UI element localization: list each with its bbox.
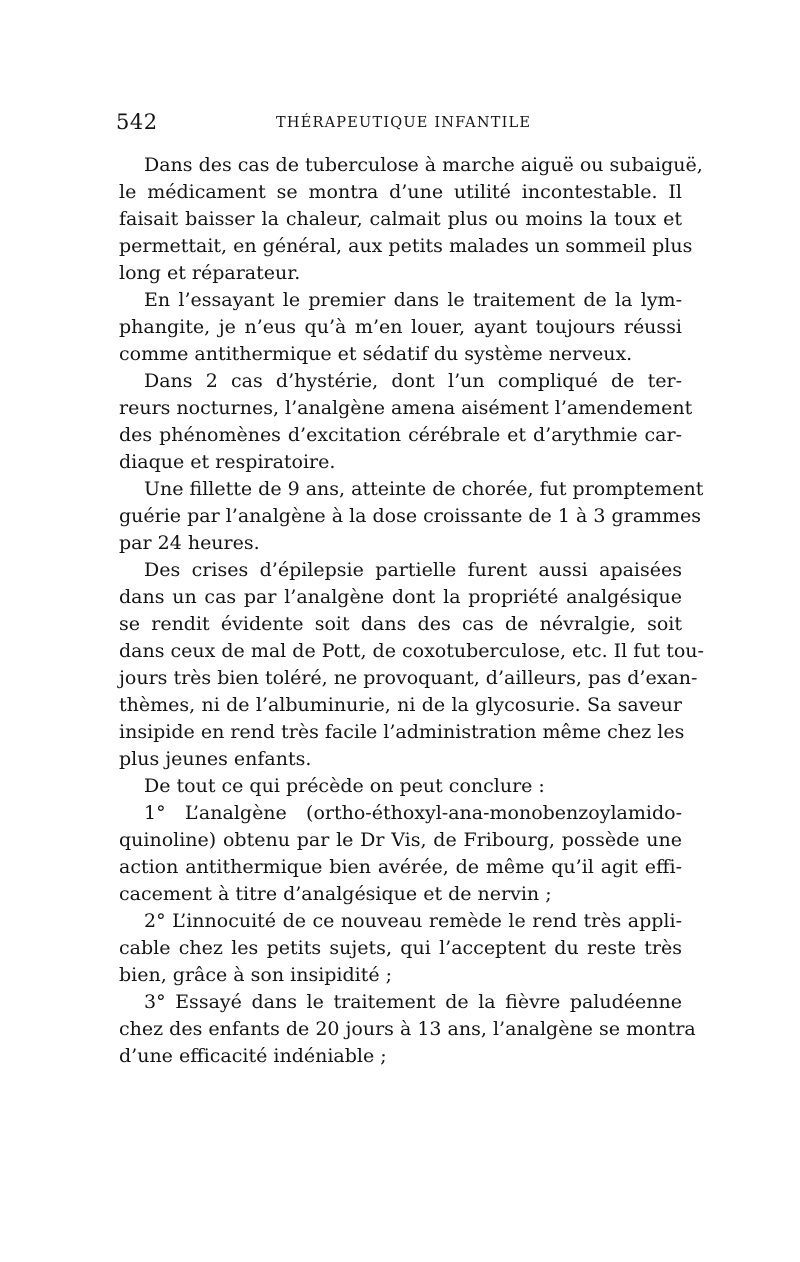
text-line: quinoline) obtenu par le Dr Vis, de Fribourg, possède une [119,829,682,851]
text-line: thèmes, ni de l’albuminurie, ni de la glycosurie. Sa saveur [119,694,682,716]
paragraph [119,800,682,908]
paragraph [119,773,682,800]
text-line: insipide en rend très facile l’administration même chez les [119,721,685,743]
text-line: des phénomènes d’excitation cérébrale et d’arythmie car- [119,424,682,446]
page-body [119,152,704,1070]
text-line: En l’essayant le premier dans le traitement de la lym- [144,289,682,311]
page-header [116,110,682,140]
paragraph [119,152,703,287]
text-line: long et réparateur. [119,262,301,284]
paragraph [119,287,682,368]
text-line: jours très bien toléré, ne provoquant, d’ailleurs, pas d’exan- [119,667,698,689]
text-line: permettait, en général, aux petits malades un sommeil plus [119,235,693,257]
text-line: diaque et respiratoire. [119,451,336,473]
text-line: phangite, je n’eus qu’à m’en louer, ayant toujours réussi [119,316,682,338]
text-line: cable chez les petits sujets, qui l’acceptent du reste très [119,937,682,959]
paragraph [119,368,693,476]
text-line: Dans des cas de tuberculose à marche aiguë ou subaiguë, [144,154,703,176]
text-line: chez des enfants de 20 jours à 13 ans, l’analgène se montra [119,1018,696,1040]
text-line: 2° L’innocuité de ce nouveau remède le rend très appli- [144,910,682,932]
text-line: Une fillette de 9 ans, atteinte de chorée, fut promptement [144,478,704,500]
text-line: par 24 heures. [119,532,260,554]
text-line: cacement à titre d’analgésique et de nervin ; [119,883,552,905]
text-line: action antithermique bien avérée, de même qu’il agit effi- [119,856,682,878]
running-head: THÉRAPEUTIQUE INFANTILE [276,115,532,131]
text-line: le médicament se montra d’une utilité incontestable. Il [119,181,682,203]
paragraph [119,557,704,773]
text-line: 1° L’analgène (ortho-éthoxyl-ana-monobenzoylamido- [144,802,682,824]
text-line: 3° Essayé dans le traitement de la fièvre paludéenne [144,991,682,1013]
text-line: Dans 2 cas d’hystérie, dont l’un compliqué de ter- [144,370,682,392]
text-line: reurs nocturnes, l’analgène amena aisément l’amendement [119,397,693,419]
text-line: dans un cas par l’analgène dont la propriété analgésique [119,586,682,608]
paragraph [119,476,704,557]
paragraph [119,989,696,1070]
text-line: Des crises d’épilepsie partielle furent aussi apaisées [144,559,682,581]
text-line: dans ceux de mal de Pott, de coxotuberculose, etc. Il fut tou- [119,640,704,662]
text-line: bien, grâce à son insipidité ; [119,964,393,986]
text-line: De tout ce qui précède on peut conclure : [144,775,545,797]
text-line: comme antithermique et sédatif du système nerveux. [119,343,633,365]
text-line: plus jeunes enfants. [119,748,312,770]
paragraph [119,908,682,989]
text-line: se rendit évidente soit dans des cas de névralgie, soit [119,613,682,635]
page-number: 542 [116,110,158,134]
text-line: guérie par l’analgène à la dose croissante de 1 à 3 grammes [119,505,702,527]
text-line: faisait baisser la chaleur, calmait plus ou moins la toux et [119,208,682,230]
text-line: d’une efficacité indéniable ; [119,1045,387,1067]
